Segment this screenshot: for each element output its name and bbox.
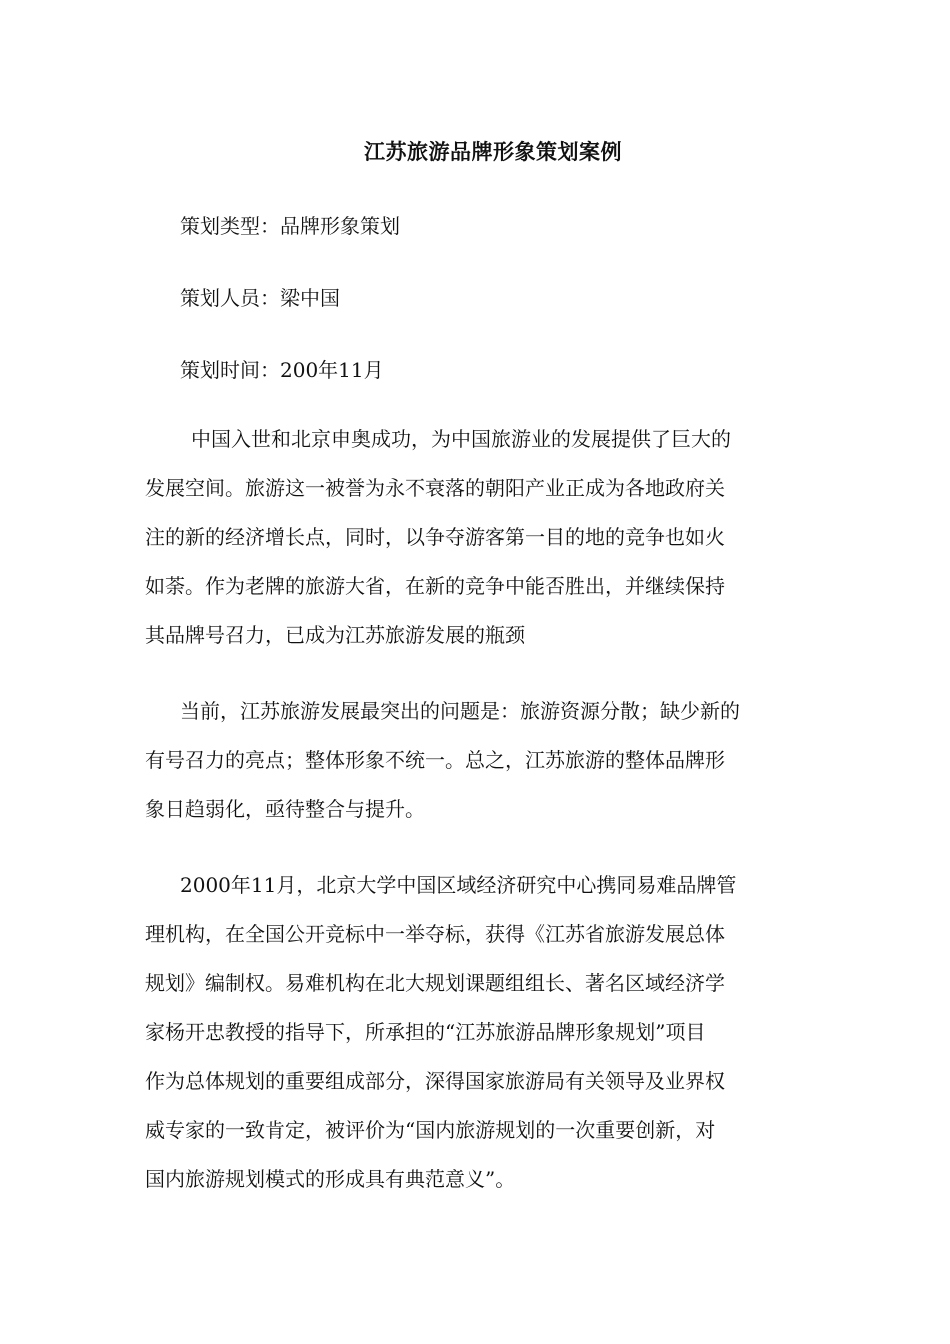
paragraph-line: 象日趋弱化，亟待整合与提升。 — [145, 797, 425, 821]
paragraph-2 — [145, 687, 825, 834]
paragraph-1 — [145, 415, 825, 660]
paragraph-line: 中国入世和北京申奥成功，为中国旅游业的发展提供了巨大的 — [191, 427, 731, 451]
paragraph-line: 2000年11月，北京大学中国区域经济研究中心携同易难品牌管 — [180, 873, 737, 897]
paragraph-line: 家杨开忠教授的指导下，所承担的“江苏旅游品牌形象规划”项目 — [145, 1020, 706, 1044]
meta-plan-time: 策划时间：200年11月 — [180, 358, 384, 382]
paragraph-line: 当前，江苏旅游发展最突出的问题是：旅游资源分散；缺少新的 — [180, 699, 740, 723]
paragraph-line: 国内旅游规划模式的形成具有典范意义”。 — [145, 1167, 516, 1191]
paragraph-line: 理机构，在全国公开竞标中一举夺标，获得《江苏省旅游发展总体 — [145, 922, 725, 946]
paragraph-line: 如荼。作为老牌的旅游大省，在新的竞争中能否胜出，并继续保持 — [145, 574, 725, 598]
paragraph-3 — [145, 861, 825, 1204]
paragraph-line: 威专家的一致肯定，被评价为“国内旅游规划的一次重要创新，对 — [145, 1118, 716, 1142]
paragraph-line: 注的新的经济增长点，同时，以争夺游客第一目的地的竞争也如火 — [145, 525, 725, 549]
paragraph-line: 发展空间。旅游这一被誉为永不衰落的朝阳产业正成为各地政府关 — [145, 476, 725, 500]
paragraph-line: 有号召力的亮点；整体形象不统一。总之，江苏旅游的整体品牌形 — [145, 748, 725, 772]
paragraph-line: 作为总体规划的重要组成部分，深得国家旅游局有关领导及业界权 — [145, 1069, 725, 1093]
meta-plan-type: 策划类型：品牌形象策划 — [180, 214, 400, 238]
document-title: 江苏旅游品牌形象策划案例 — [364, 139, 622, 164]
paragraph-line: 其品牌号召力，已成为江苏旅游发展的瓶颈 — [145, 623, 525, 647]
paragraph-line: 规划》编制权。易难机构在北大规划课题组组长、著名区域经济学 — [145, 971, 725, 995]
meta-planner: 策划人员：梁中国 — [180, 286, 340, 310]
